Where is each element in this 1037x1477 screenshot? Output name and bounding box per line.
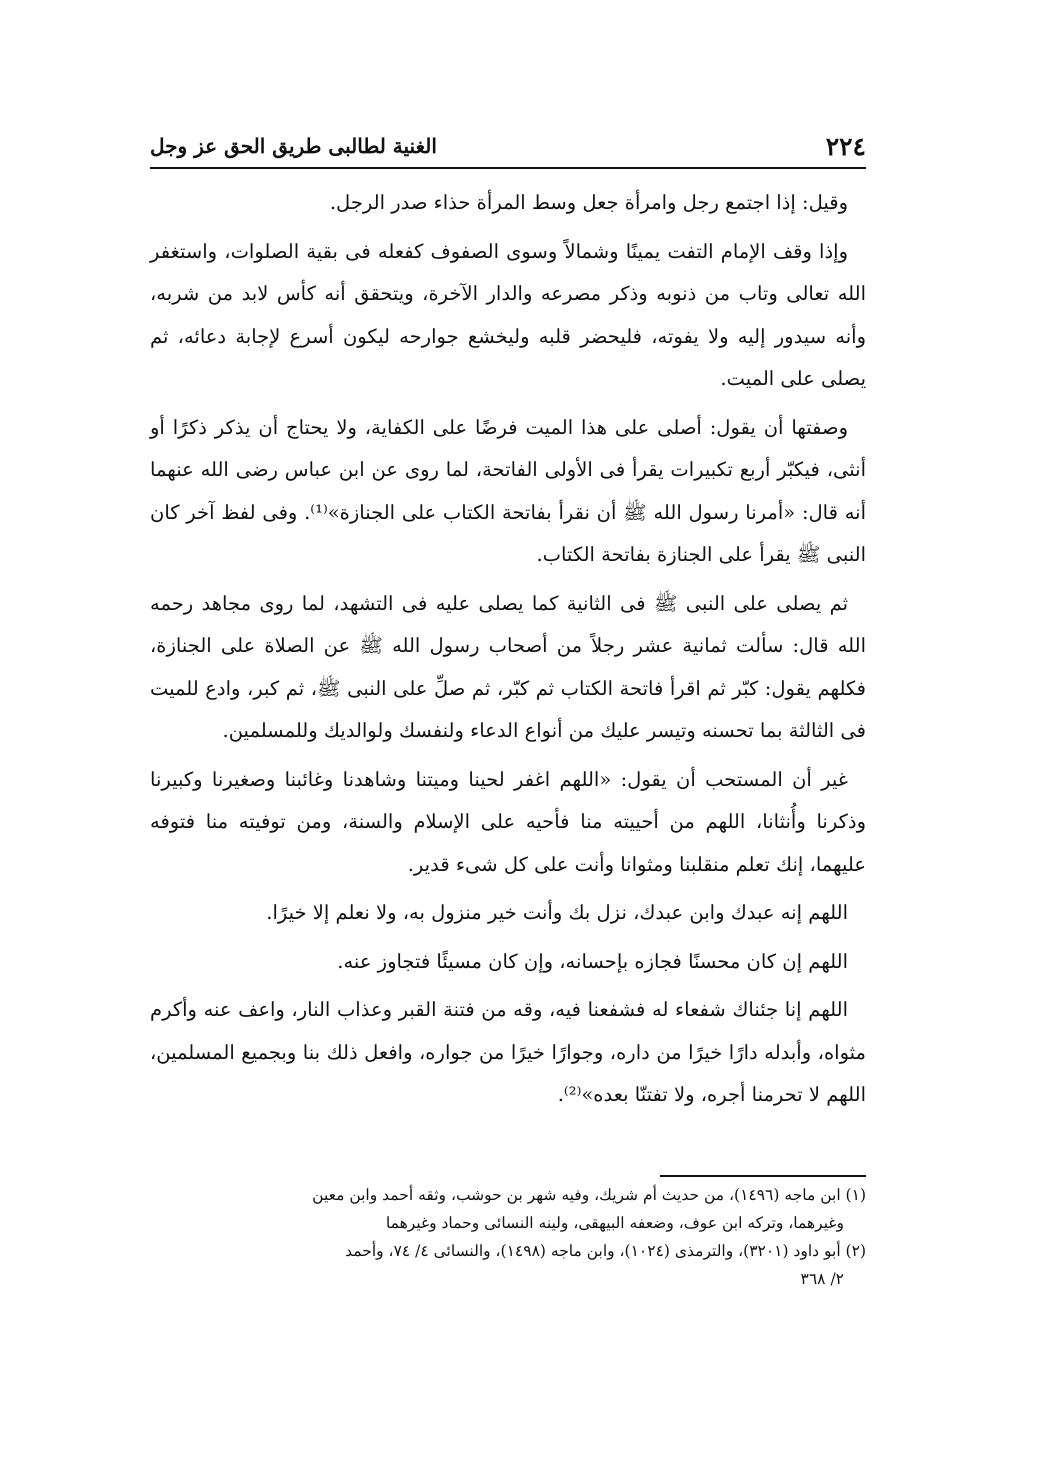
header-rule	[150, 167, 866, 169]
footnote-rule	[660, 1175, 866, 1177]
running-title: الغنية لطالبى طريق الحق عز وجل	[150, 134, 437, 158]
paragraph: ثم يصلى على النبى ﷺ فى الثانية كما يصلى عليه فى التشهد، لما روى مجاهد رحمه الله قال: سألت ثمانية عشر رجلاً من أصحاب رسول الله ﷺ عن الصلاة على الجنازة، فكلهم يقول: كبّر ثم اقرأ فاتحة الكتاب ثم كبّر، ثم صلِّ على النبى ﷺ، ثم كبر، وادع للميت فى الثالثة بما تحسنه وتيسر عليك من أنواع الدعاء ولنفسك ولوالديك وللمسلمين.	[150, 591, 866, 742]
footnotes	[150, 1181, 866, 1293]
paragraph: وإذا وقف الإمام التفت يمينًا وشمالاً وسوى الصفوف كفعله فى بقية الصلوات، واستغفر الله تعالى وتاب من ذنوبه وذكر مصرعه والدار الآخرة، ويتحقق أنه كأس لابد من شربه، وأنه سيدور إليه ولا يفوته، فليحضر قلبه وليخشع جوارحه ليكون أسرع لإجابة دعائه، ثم يصلى على الميت.	[150, 239, 866, 390]
footnote-1-continuation: وغيرهما، وتركه ابن عوف، وضعفه البيهقى، ولينه النسائى وحماد وغيرهما	[385, 1214, 844, 1232]
paragraph: اللهم إنا جئناك شفعاء له فشفعنا فيه، وقه من فتنة القبر وعذاب النار، واعف عنه وأكرم مثواه، وأبدله دارًا خيرًا من داره، وجوارًا خيرًا من جواره، وافعل ذلك بنا وبجميع المسلمين، اللهم لا تحرمنا أجره، ولا تفتنّا بعده»⁽²⁾.	[150, 998, 866, 1106]
page-header	[150, 128, 866, 168]
paragraph: اللهم إن كان محسنًا فجازه بإحسانه، وإن كان مسيئًا فتجاوز عنه.	[337, 949, 848, 973]
paragraph: غير أن المستحب أن يقول: «اللهم اغفر لحينا وميتنا وشاهدنا وغائبنا وصغيرنا وكبيرنا وذكرنا وأُنثانا، اللهم من أحييته منا فأحيه على الإسلام والسنة، ومن توفيته منا فتوفه عليهما، إنك تعلم منقلبنا ومثوانا وأنت على كل شىء قدير.	[150, 767, 866, 876]
footnote-2-line: (٢) أبو داود (٣٢٠١)، والترمذى (١٠٢٤)، وابن ماجه (١٤٩٨)، والنسائى ٤/ ٧٤، وأحمد	[345, 1242, 866, 1260]
paragraph: وقيل: إذا اجتمع رجل وامرأة جعل وسط المرأة حذاء صدر الرجل.	[329, 191, 848, 214]
main-text	[150, 182, 866, 1123]
page-number: ٢٢٤	[825, 132, 866, 161]
footnote-2-continuation: ٢/ ٣٦٨	[800, 1270, 844, 1288]
paragraph: اللهم إنه عبدك وابن عبدك، نزل بك وأنت خير منزول به، ولا نعلم إلا خيرًا.	[266, 901, 848, 924]
paragraph: وصفتها أن يقول: أصلى على هذا الميت فرضًا على الكفاية، ولا يحتاج أن يذكر ذكرًا أو أنثى، فيكبّر أربع تكبيرات يقرأ فى الأولى الفاتحة، لما روى عن ابن عباس رضى الله عنهما أنه قال: «أمرنا رسول الله ﷺ أن نقرأ بفاتحة الكتاب على الجنازة»⁽¹⁾. وفى لفظ آخر كان النبى ﷺ يقرأ على الجنازة بفاتحة الكتاب.	[150, 415, 866, 566]
footnote-1-line: (١) ابن ماجه (١٤٩٦)، من حديث أم شريك، وفيه شهر بن حوشب، وثقه أحمد وابن معين	[312, 1186, 866, 1204]
